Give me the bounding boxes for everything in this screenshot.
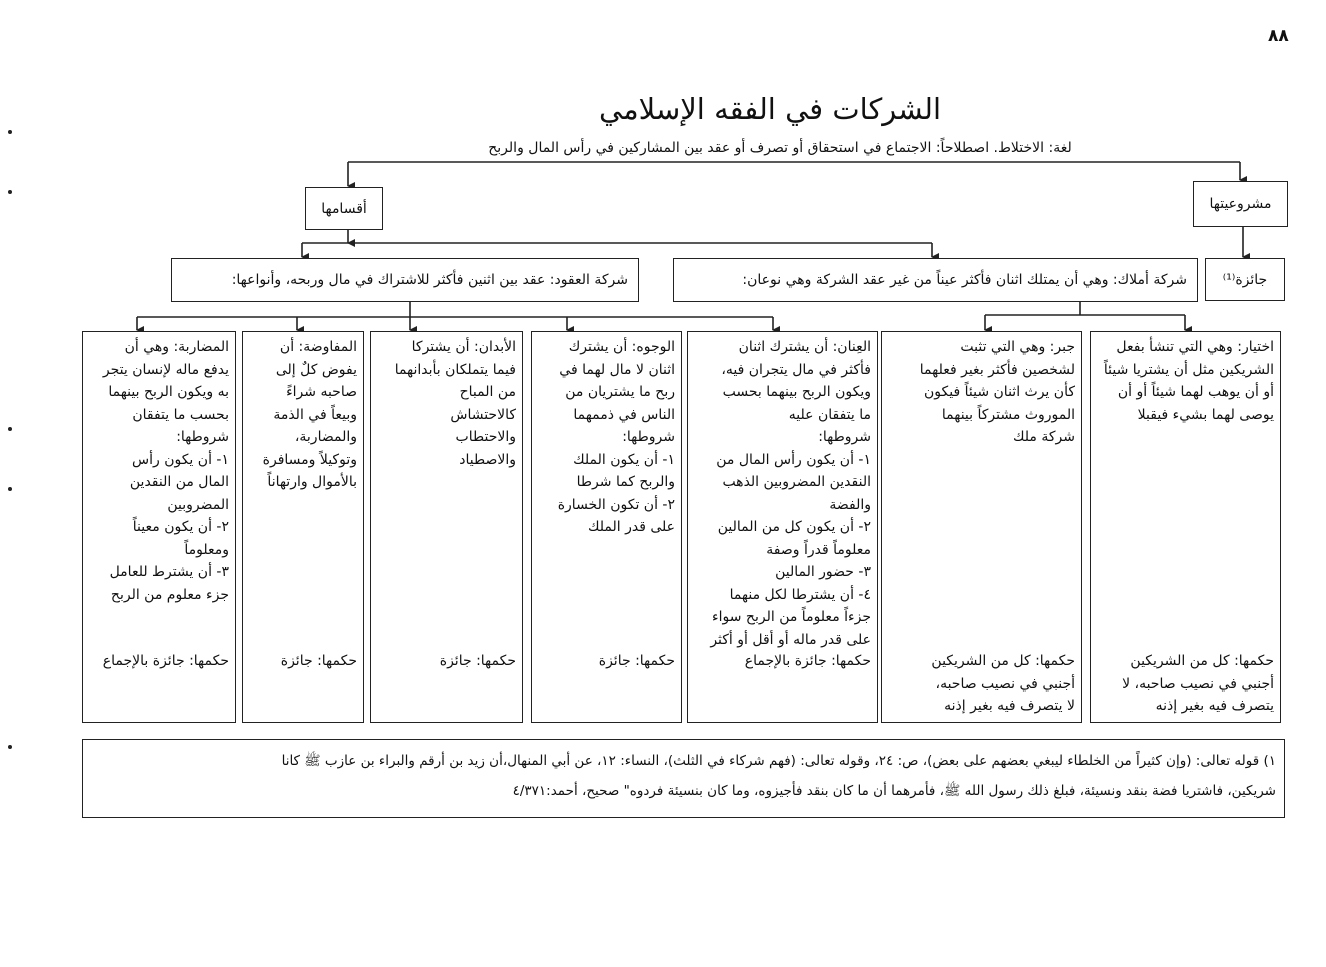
footnote-line-1: ١) قوله تعالى: (وإن كثيراً من الخلطاء ليبغي بعضهم على بعض)، ص: ٢٤، وقوله تعالى: (فهم شركاء في الثلث)، النساء: ١٢، عن أبي المنهال،أن زيد بن أرقم والبراء بن عازب ﷺ كانا [281, 753, 1276, 769]
mufawada-text-line: بالأموال وارتهاناً [267, 474, 357, 490]
margin-dot [8, 130, 12, 134]
mudaraba-ruling-line: حكمها: جائزة بالإجماع [102, 653, 229, 669]
ikhtiyar-ruling-line: حكمها: كل من الشريكين [1130, 653, 1274, 669]
mudaraba-column [82, 331, 236, 723]
mudaraba-text-line: ٢- أن يكون معيناً [132, 519, 229, 535]
wujuh-ruling [538, 650, 675, 673]
margin-dot [8, 190, 12, 194]
mudaraba-ruling [89, 650, 229, 673]
wujuh-text-line: الوجوه: أن يشترك [568, 339, 675, 355]
mufawada-text-line: صاحبه شراءً [286, 384, 357, 400]
inan-ruling-line: حكمها: جائزة بالإجماع [744, 653, 871, 669]
mudaraba-text-line: المال من النقدين [129, 474, 229, 490]
ikhtiyar-text-line: يوصى لهما بشيء فيقبلا [1137, 406, 1274, 423]
abdan-ruling-line: حكمها: جائزة [439, 653, 516, 669]
jabr-text-line: جبر: وهي التي تثبت [960, 339, 1075, 355]
permissible-box [1205, 258, 1285, 301]
divisions-label: أقسامها [321, 200, 367, 217]
wujuh-ruling-line: حكمها: جائزة [598, 653, 675, 669]
legitimacy-box [1193, 181, 1288, 227]
abdan-text-line: والاحتطاب [455, 429, 516, 445]
margin-dot [8, 487, 12, 491]
jabr-text-line: الموروث مشتركاً بينهما [941, 406, 1075, 423]
inan-ruling [694, 650, 871, 673]
jabr-ruling-line: حكمها: كل من الشريكين [931, 653, 1075, 669]
legitimacy-label: مشروعيتها [1209, 196, 1272, 212]
inan-column [687, 331, 878, 723]
mufawada-text-line: وتوكيلاً ومسافرة [262, 451, 357, 468]
wujuh-text-line: ربح ما يشتريان من [565, 384, 675, 400]
wujuh-text-line: ٢- أن تكون الخسارة [557, 496, 675, 513]
wujuh-text-line: اثنان لا مال لهما في [559, 361, 675, 378]
jabr-ruling-line: لا يتصرف فيه بغير إذنه [944, 698, 1075, 714]
inan-text-line: جزءاً معلوماً من الربح سواء [712, 609, 871, 625]
ikhtiyar-ruling-line: يتصرف فيه بغير إذنه [1155, 698, 1274, 714]
jabr-ruling-line: أجنبي في نصيب صاحبه، [935, 675, 1075, 692]
inan-text-line: ١- أن يكون رأس المال من [716, 451, 871, 468]
inan-text-line: فأكثر في مال يتجران فيه، [721, 361, 871, 378]
wujuh-text-line: ١- أن يكون الملك [573, 451, 675, 468]
inan-text-line: والفضة [829, 496, 871, 513]
wujuh-column [531, 331, 682, 723]
abdan-text-line: كالاحتشاش [450, 406, 516, 423]
wujuh-text-line: على قدر الملك [587, 519, 675, 535]
mufawada-text-line: والمضاربة، [294, 429, 357, 445]
abdan-column [370, 331, 523, 723]
mufawada-text-line: وبيعاً في الذمة [273, 406, 357, 423]
abdan-text-line: من المباح [459, 384, 516, 400]
wujuh-text-line: الناس في ذممهما [573, 406, 675, 423]
margin-dot [8, 427, 12, 431]
wujuh-text-line: والربح كما شرطا [576, 474, 675, 490]
permissible-label: جائزة⁽¹⁾ [1222, 271, 1268, 288]
mufawada-ruling [249, 650, 357, 673]
mufawada-column [242, 331, 364, 723]
page-number: ٨٨ [1268, 26, 1289, 46]
mudaraba-text-line: ومعلوماً [184, 541, 229, 558]
ownership-company-box [673, 258, 1198, 302]
abdan-ruling [377, 650, 516, 673]
contracts-company-label: شركة العقود: عقد بين اثنين فأكثر للاشتراك في مال وربحه، وأنواعها: [231, 272, 628, 288]
ikhtiyar-text-line: أو أن يوهب لهما شيئاً أو أن [1117, 384, 1274, 400]
inan-text-line: معلوماً قدراً وصفة [766, 541, 871, 558]
inan-text-line: النقدين المضروبين الذهب [722, 474, 871, 490]
margin-dot [8, 745, 12, 749]
mudaraba-text-line: ١- أن يكون رأس [132, 451, 229, 468]
definition-text: لغة: الاختلاط. اصطلاحاً: الاجتماع في استحقاق أو تصرف أو عقد بين المشاركين في رأس المال والربح [488, 140, 1072, 156]
contracts-company-box [171, 258, 639, 302]
inan-text-line: ٣- حضور المالين [775, 564, 871, 580]
mufawada-text-line: يفوض كلٌ إلى [275, 361, 357, 378]
mudaraba-text-line: يدفع ماله لإنسان يتجر [102, 361, 229, 378]
jabr-text-line: لشخصين فأكثر بغير فعلهما [919, 361, 1075, 378]
mudaraba-text-line: المضاربة: وهي أن [124, 339, 229, 355]
ikhtiyar-text-line: اختيار: وهي التي تنشأ بفعل [1116, 339, 1274, 355]
mudaraba-text-line: بحسب ما يتفقان [132, 406, 229, 423]
inan-text-line: ما يتفقان عليه [788, 406, 871, 423]
mudaraba-text-line: جزء معلوم من الربح [110, 586, 229, 603]
ikhtiyar-ruling [1097, 650, 1274, 718]
mudaraba-text-line: به ويكون الربح بينهما [108, 384, 229, 400]
jabr-column [881, 331, 1082, 723]
mufawada-ruling-line: حكمها: جائزة [280, 653, 357, 669]
footnote-box [82, 739, 1285, 818]
inan-text-line: ٢- أن يكون كل من المالين [717, 519, 871, 535]
inan-text-line: العِنان: أن يشترك اثنان [738, 339, 871, 355]
page-title: الشركات في الفقه الإسلامي [598, 92, 942, 126]
mudaraba-text-line: المضروبين [167, 496, 229, 513]
footnote-line-2: شريكين، فاشتريا فضة بنقد ونسيئة، فبلغ ذلك رسول الله ﷺ، فأمرهما أن ما كان بنقد فأجيزوه، وما كان بنسيئة فردوه" صحيح، أحمد:٤/٣٧١ [512, 783, 1276, 799]
ikhtiyar-column [1090, 331, 1281, 723]
abdan-text-line: والاصطياد [459, 451, 516, 468]
jabr-ruling [888, 650, 1075, 718]
inan-text-line: على قدر ماله أو أقل أو أكثر [710, 631, 871, 648]
inan-text-line: ٤- أن يشترطا لكل منهما [729, 586, 871, 603]
jabr-text-line: شركة ملك [1012, 429, 1075, 445]
wujuh-text-line: شروطها: [622, 429, 675, 445]
inan-text-line: شروطها: [818, 429, 871, 445]
ikhtiyar-text-line: الشريكين مثل أن يشتريا شيئاً [1103, 361, 1274, 378]
ownership-company-label: شركة أملاك: وهي أن يمتلك اثنان فأكثر عيناً من غير عقد الشركة وهي نوعان: [742, 272, 1187, 288]
abdan-text-line: الأبدان: أن يشتركا [411, 339, 516, 355]
mudaraba-text-line: ٣- أن يشترط للعامل [109, 564, 229, 580]
abdan-text-line: فيما يتملكان بأبدانهما [394, 361, 516, 378]
mufawada-text-line: المفاوضة: أن [279, 339, 357, 355]
ikhtiyar-ruling-line: أجنبي في نصيب صاحبه، لا [1122, 675, 1274, 692]
jabr-text-line: كأن يرث اثنان شيئاً فيكون [924, 384, 1075, 400]
mudaraba-text-line: شروطها: [176, 429, 229, 445]
divisions-box [305, 187, 383, 230]
inan-text-line: ويكون الربح بينهما بحسب [722, 384, 871, 400]
